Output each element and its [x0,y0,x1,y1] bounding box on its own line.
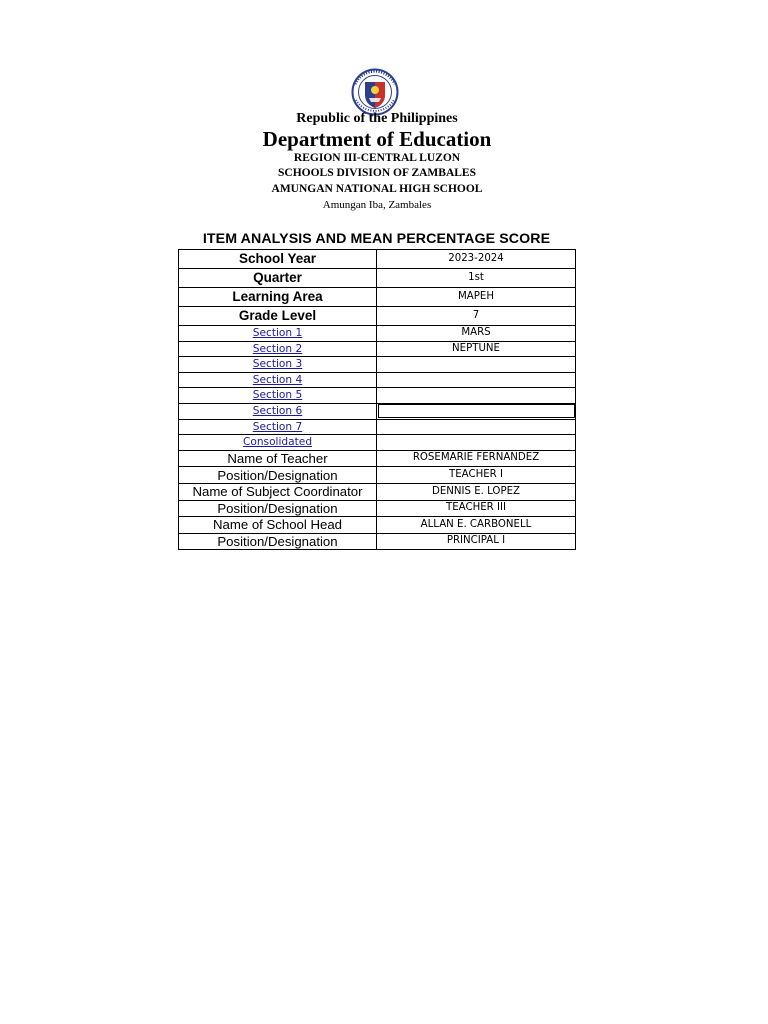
deped-seal-icon [346,68,404,116]
teacher-position-label: Position/Designation [179,467,377,484]
section-row [179,419,576,435]
section-7-name[interactable] [377,419,576,435]
teacher-position-row [179,467,576,484]
teacher-label: Name of Teacher [179,450,377,467]
quarter-label: Quarter [179,269,377,288]
section-4-link[interactable]: Section 4 [179,372,377,388]
republic-heading: Republic of the Philippines [296,111,458,126]
section-7-link[interactable]: Section 7 [179,419,377,435]
coordinator-name[interactable]: DENNIS E. LOPEZ [377,483,576,500]
section-2-link[interactable]: Section 2 [179,341,377,357]
section-3-name[interactable] [377,357,576,373]
section-1-name[interactable]: MARS [377,326,576,342]
school-head-name[interactable]: ALLAN E. CARBONELL [377,517,576,534]
section-5-name[interactable] [377,388,576,404]
school-head-position[interactable]: PRINCIPAL I [377,533,576,550]
school-year-value[interactable]: 2023-2024 [377,250,576,269]
school-year-row [179,250,576,269]
section-row [179,403,576,419]
coordinator-label: Name of Subject Coordinator [179,483,377,500]
section-5-link[interactable]: Section 5 [179,388,377,404]
school-year-label: School Year [179,250,377,269]
report-title: ITEM ANALYSIS AND MEAN PERCENTAGE SCORE [202,231,551,247]
learning-area-row [179,288,576,307]
coordinator-position-label: Position/Designation [179,500,377,517]
consolidated-value[interactable] [377,435,576,451]
section-3-link[interactable]: Section 3 [179,357,377,373]
section-6-link[interactable]: Section 6 [179,403,377,419]
quarter-row [179,269,576,288]
section-6-name-selected-cell[interactable] [377,403,576,419]
grade-level-row [179,307,576,326]
teacher-row [179,450,576,467]
section-row [179,341,576,357]
school-head-row [179,517,576,534]
division-heading: SCHOOLS DIVISION OF ZAMBALES [278,167,476,179]
department-heading: Department of Education [262,127,492,151]
coordinator-position[interactable]: TEACHER III [377,500,576,517]
section-2-name[interactable]: NEPTUNE [377,341,576,357]
school-head-position-row [179,533,576,550]
teacher-name[interactable]: ROSEMARIE FERNANDEZ [377,450,576,467]
grade-level-label: Grade Level [179,307,377,326]
consolidated-link[interactable]: Consolidated [179,435,377,451]
section-row [179,357,576,373]
learning-area-label: Learning Area [179,288,377,307]
section-row [179,372,576,388]
quarter-value[interactable]: 1st [377,269,576,288]
teacher-position[interactable]: TEACHER I [377,467,576,484]
section-row [179,388,576,404]
school-address: Amungan Iba, Zambales [322,199,432,211]
section-row [179,326,576,342]
region-heading: REGION III-CENTRAL LUZON [293,152,461,164]
school-head-position-label: Position/Designation [179,533,377,550]
learning-area-value[interactable]: MAPEH [377,288,576,307]
school-heading: AMUNGAN NATIONAL HIGH SCHOOL [271,183,483,195]
grade-level-value[interactable]: 7 [377,307,576,326]
consolidated-row [179,435,576,451]
section-4-name[interactable] [377,372,576,388]
coordinator-row [179,483,576,500]
report-info-table [178,249,576,550]
school-head-label: Name of School Head [179,517,377,534]
coordinator-position-row [179,500,576,517]
section-1-link[interactable]: Section 1 [179,326,377,342]
